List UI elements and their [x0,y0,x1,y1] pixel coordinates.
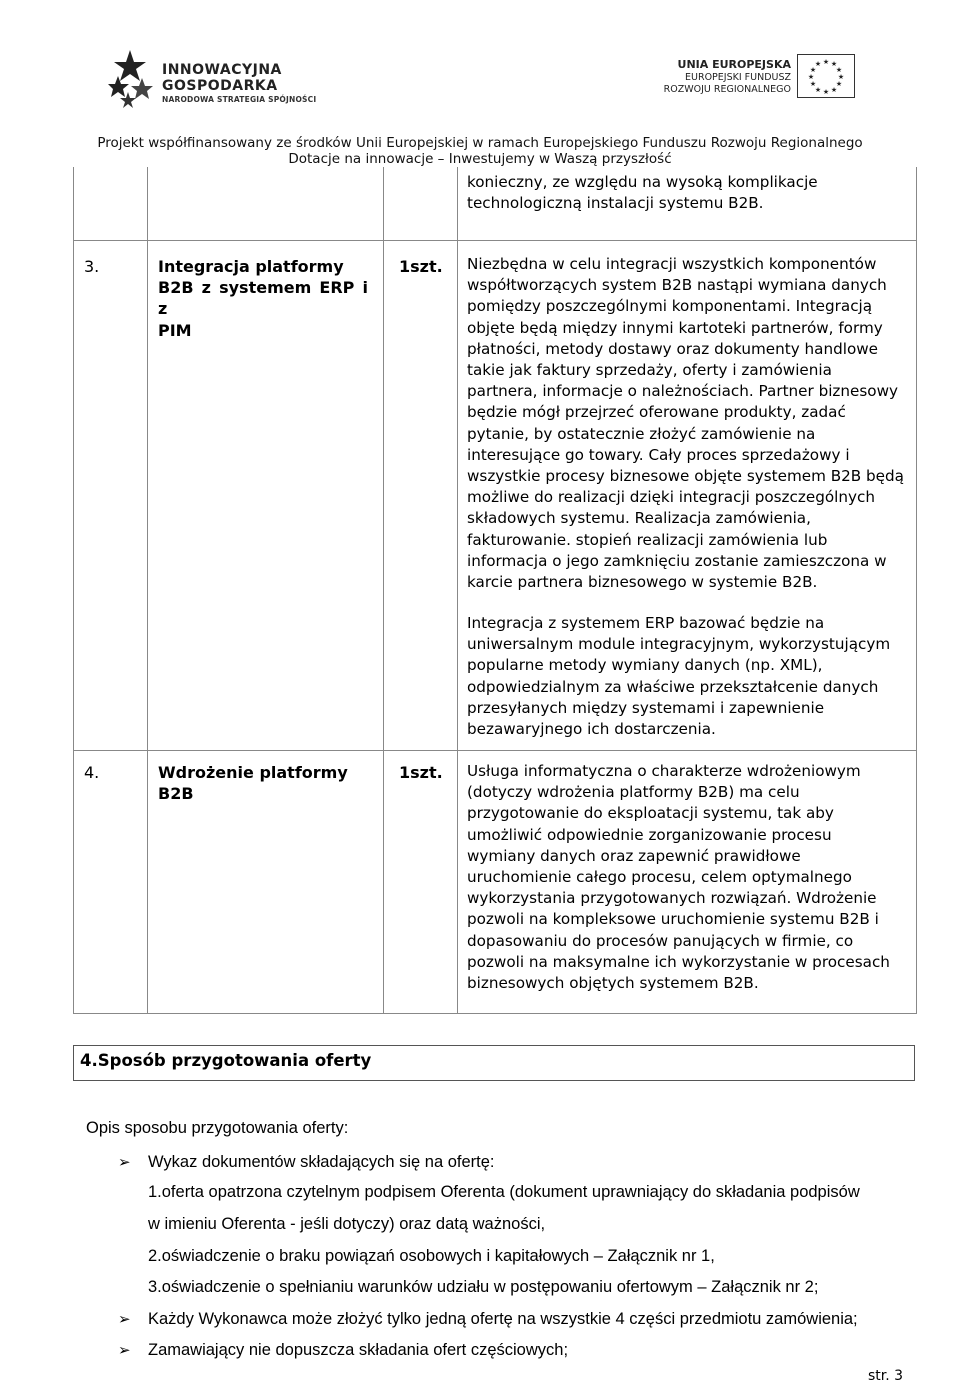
svg-text:★: ★ [822,88,830,96]
doc-item-1-cont: w imieniu Oferenta - jeśli dotyczy) oraz datą ważności, [148,1215,546,1233]
text-line: pytanie, by ostatecznie złożyć zamówienie na [467,424,816,443]
text-line: przygotowanie do eksploatacji systemu, tak aby [467,804,834,823]
bullet-documents: Wykaz dokumentów składających się na ofertę: [148,1153,495,1171]
project-cofinancing-line: Projekt współfinansowany ze środków Unii Europejskiej w ramach Europejskiego Funduszu Rozwoju Regionalnego [97,135,863,151]
svg-text:★: ★ [809,66,817,74]
logo-line-2: GOSPODARKA [162,78,278,94]
row-number: 4. [84,763,100,782]
bullet-single-offer: Każdy Wykonawca może złożyć tylko jedną ofertę na wszystkie 4 części przedmiotu zamówienia; [148,1310,858,1328]
text-line: popularne metody wymiany danych (np. XML), [467,656,823,675]
arrow-bullet-icon: ➢ [118,1341,131,1359]
table-row-divider [73,240,916,241]
text-line: przesyłanych między systemami i zapewnienie [467,698,825,717]
row-item-name [158,256,368,341]
section-title: 4.Sposób przygotowania oferty [80,1051,372,1070]
text-line: bezawaryjnego ich dostarczenia. [467,720,716,739]
text-line: Integracja z systemem ERP bazować będzie na [467,614,825,632]
project-slogan-line: Dotacje na innowacje – Inwestujemy w Waszą przyszłość [288,151,672,167]
text-line: technologiczną instalacji systemu B2B. [467,194,764,213]
text-line: płatności, metody dostawy oraz dokumenty handlowe [467,339,878,358]
text-line: pozwoli na kompleksowe uruchomienie systemu B2B i [467,910,879,929]
text-line: wszystkie procesy biznesowe objęte systemem B2B będą [467,467,904,486]
eu-line-1: UNIA EUROPEJSKA [677,58,791,71]
svg-text:★: ★ [835,66,843,74]
doc-item-2: 2.oświadczenie o braku powiązań osobowych i kapitałowych – Załącznik nr 1, [148,1247,715,1265]
text-line: (dotyczy wdrożenia platformy B2B) ma celu [467,783,800,802]
arrow-bullet-icon: ➢ [118,1310,131,1328]
text-line: partnera, informacje o należnościach. Partner biznesowy [467,382,898,401]
svg-text:★: ★ [809,80,817,88]
row-description [467,761,907,994]
text-line: fakturowanie. stopień realizacji zamówienia lub [467,530,828,549]
svg-text:★: ★ [835,80,843,88]
row-item-name [158,762,368,804]
offer-intro: Opis sposobu przygotowania oferty: [86,1119,349,1137]
table-col-divider [147,167,148,1013]
eu-logo [640,48,855,108]
text-line: Niezbędna w celu integracji wszystkich komponentów [467,255,877,273]
eu-line-3: ROZWOJU REGIONALNEGO [663,84,791,95]
text-line: będzie mógł przejrzeć oferowane produkty, zadać [467,403,846,422]
text-line: objęte będą między innymi kartoteki partnerów, formy [467,318,883,337]
text-line: możliwe do realizacji dzięki integracji poszczególnych [467,488,875,507]
arrow-bullet-icon: ➢ [118,1153,131,1171]
text-line: współtworzących system B2B nastąpi wymiana danych [467,276,887,295]
page-number: str. 3 [868,1368,904,1384]
doc-item-3: 3.oświadczenie o spełnianiu warunków udziału w postępowaniu ofertowym – Załącznik nr 2; [148,1278,819,1296]
text-line: wykorzystania przygotowanych rozwiązań. Wdrożenie [467,889,877,908]
logo-line-3: NARODOWA STRATEGIA SPÓJNOŚCI [162,95,317,104]
text-line: B2B [158,784,194,804]
text-line: składowych systemu. Realizacja zamówienia, [467,509,811,528]
eu-line-2: EUROPEJSKI FUNDUSZ [685,72,791,83]
text-line: dopasowaniu do procesów panujących w firmie, co [467,931,854,950]
table-col-divider [383,167,384,1013]
row-number: 3. [84,257,100,276]
row-quantity: 1szt. [399,257,443,276]
logo-line-1: INNOWACYJNA [162,62,282,78]
svg-text:★: ★ [830,60,838,68]
doc-item-1: 1.oferta opatrzona czytelnym podpisem Oferenta (dokument uprawniający do składania podpisów [148,1183,860,1201]
row-quantity: 1szt. [399,763,443,782]
svg-text:★: ★ [830,86,838,94]
innowacyjna-gospodarka-logo [108,48,317,110]
text-line: Usługa informatyczna o charakterze wdrożeniowym [467,762,861,780]
text-line: PIM [158,320,192,340]
svg-text:★: ★ [814,60,822,68]
eu-flag-icon [797,54,855,98]
row-description [467,254,907,593]
svg-text:★: ★ [837,73,845,81]
svg-text:★: ★ [814,86,822,94]
text-line: karcie partnera biznesowego w systemie B2B. [467,573,818,592]
text-line: Integracja platformy [158,257,344,276]
text-line: konieczny, ze względu na wysoką komplikacje [467,173,818,191]
text-line: umożliwić odpowiednie zorganizowanie procesu [467,825,832,844]
text-line: pomiędzy poszczególnymi komponentami. Integracją [467,297,873,316]
table-row-divider [73,750,916,751]
text-line: B2B z systemem ERP i z [158,278,368,319]
text-line: takie jak faktury sprzedaży, oferty i zamówienia [467,361,832,380]
text-line: pozwoli na maksymalne ich wykorzystanie w procesach [467,952,890,971]
text-line: uniwersalnym module integracyjnym, wykorzystującym [467,635,891,654]
text-line: odpowiedzialnym za właściwe przekształcenie danych [467,677,879,696]
text-line: informacja o jego zamknięciu zostanie zamieszczona w [467,551,887,570]
svg-text:★: ★ [822,58,830,66]
text-line: uruchomienie całego procesu, celem optymalnego [467,868,852,887]
svg-text:★: ★ [807,73,815,81]
row-description-erp [467,613,907,740]
text-line: Wdrożenie platformy [158,763,348,782]
text-line: interesujące go towary. Cały proces sprzedażowy i [467,445,850,464]
continuation-description [467,172,907,214]
table-col-divider [457,167,458,1013]
bullet-no-partial: Zamawiający nie dopuszcza składania ofert częściowych; [148,1341,569,1359]
text-line: wymiany danych oraz zapewnić prawidłowe [467,846,801,865]
text-line: biznesowych objętych systemem B2B. [467,974,759,993]
stars-emblem-icon [108,48,158,110]
